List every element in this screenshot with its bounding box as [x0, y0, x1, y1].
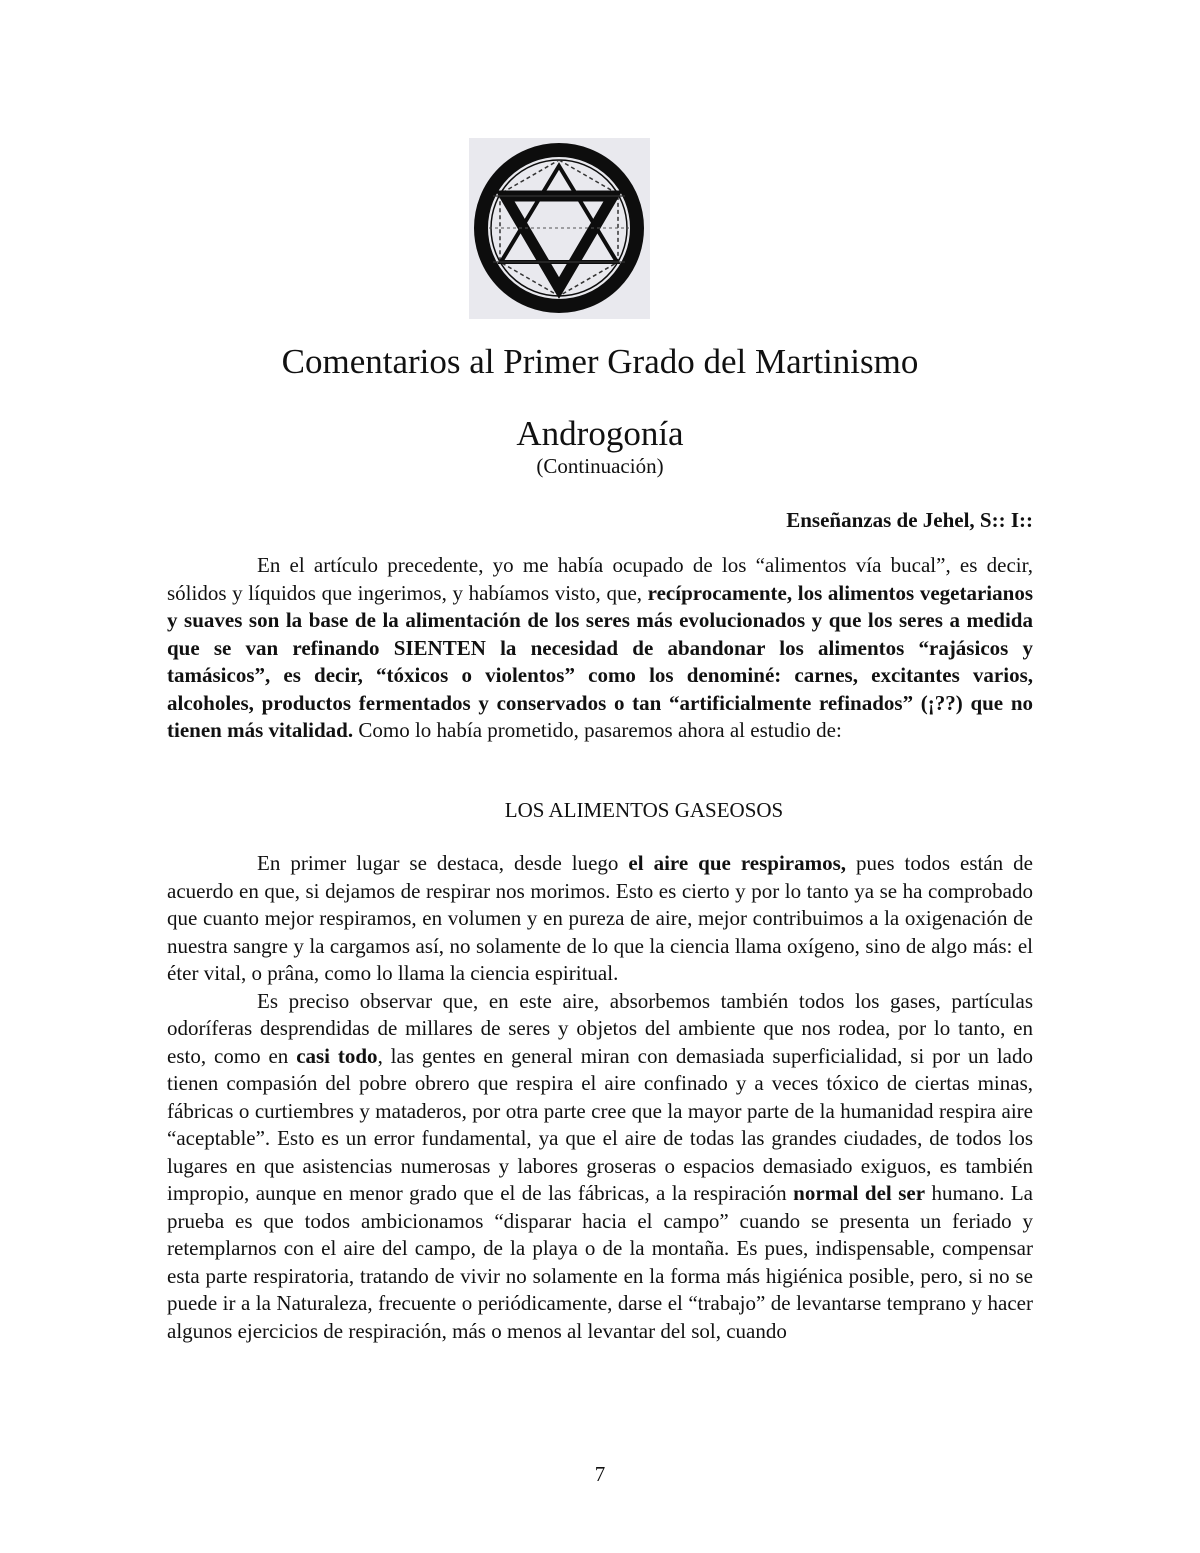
text-run: pues todos están de acuerdo en que, si dejamos de respirar nos morimos. Esto es cierto y por lo tanto ya se ha comprobado que cuanto mejor respiramos, en volumen y en pureza de aire, mejor contribuimos a la oxigenación de nuestra sangre y la cargamos así, no solamente de lo que la ciencia llama oxígeno, sino de algo más: el éter vital, o prâna, como lo llama la ciencia espiritual. [167, 851, 1033, 985]
page-title: Comentarios al Primer Grado del Martinismo [281, 342, 919, 381]
bold-text-run: normal del ser [793, 1181, 926, 1205]
continuation-note: (Continuación) [536, 454, 664, 478]
text-run: En el artículo precedente, yo me había ocupado de los “alimentos vía bucal”, es decir, sólidos y líquidos que ingerimos, y habíamos visto, que, [167, 553, 1033, 605]
page-subtitle: Androgonía [516, 414, 684, 453]
section-body [167, 850, 1033, 1345]
text-run: En primer lugar se destaca, desde luego [257, 851, 629, 875]
paragraph [167, 988, 1033, 1346]
paragraph [167, 552, 1033, 745]
paragraph [167, 850, 1033, 988]
text-run: Como lo había prometido, pasaremos ahora al estudio de: [353, 718, 842, 742]
author-byline: Enseñanzas de Jehel, S:: I:: [786, 508, 1033, 532]
bold-text-run: recíprocamente, los alimentos vegetarianos y suaves son la base de la alimentación de los seres más evolucionados y que los seres a medida que se van refinando SIENTEN la necesidad de abandonar los alimentos “rajásicos y tamásicos”, es decir, “tóxicos o violentos” como los denominé: carnes, excitantes varios, alcoholes, productos fermentados y conservados o tan “artificialmente refinados” (¡??) que no tienen más vitalidad. [167, 580, 1033, 742]
hexagram-in-circle-icon [469, 138, 650, 319]
text-run: Es preciso observar que, en este aire, absorbemos también todos los gases, partículas odoríferas desprendidas de millares de seres y objetos del ambiente que nos rodea, por lo tanto, en esto, como en [167, 988, 1033, 1068]
section-heading: LOS ALIMENTOS GASEOSOS [504, 798, 784, 822]
text-run: humano. La prueba es que todos ambicionamos “disparar hacia el campo” cuando se presenta un feriado y retemplarnos con el aire del campo, de la playa o de la montaña. Es pues, indispensable, compensar esta parte respiratoria, tratando de vivir no solamente en la forma más higiénica posible, pero, si no se puede ir a la Naturaleza, frecuente o periódicamente, darse el “trabajo” de levantarse temprano y hacer algunos ejercicios de respiración, más o menos al levantar del sol, cuando [167, 1181, 1033, 1343]
page-number: 7 [594, 1462, 606, 1486]
bold-text-run: el aire que respiramos, [628, 851, 847, 875]
bold-text-run: casi todo [296, 1043, 378, 1068]
text-run: , las gentes en general miran con demasiada superficialidad, si por un lado tienen compasión del pobre obrero que respira el aire confinado y a veces tóxico de ciertas minas, fábricas o curtiembres y mataderos, por otra parte cree que la mayor parte de la humanidad respira aire “aceptable”. Esto es un error fundamental, ya que el aire de todas las grandes ciudades, de todos los lugares en que asistencias numerosas y labores groseras o espacios demasiado exiguos, es también impropio, aunque en menor grado que el de las fábricas, a la respiración [167, 1043, 1034, 1205]
hexagram-emblem [469, 138, 650, 319]
paragraph-intro [167, 552, 1033, 745]
